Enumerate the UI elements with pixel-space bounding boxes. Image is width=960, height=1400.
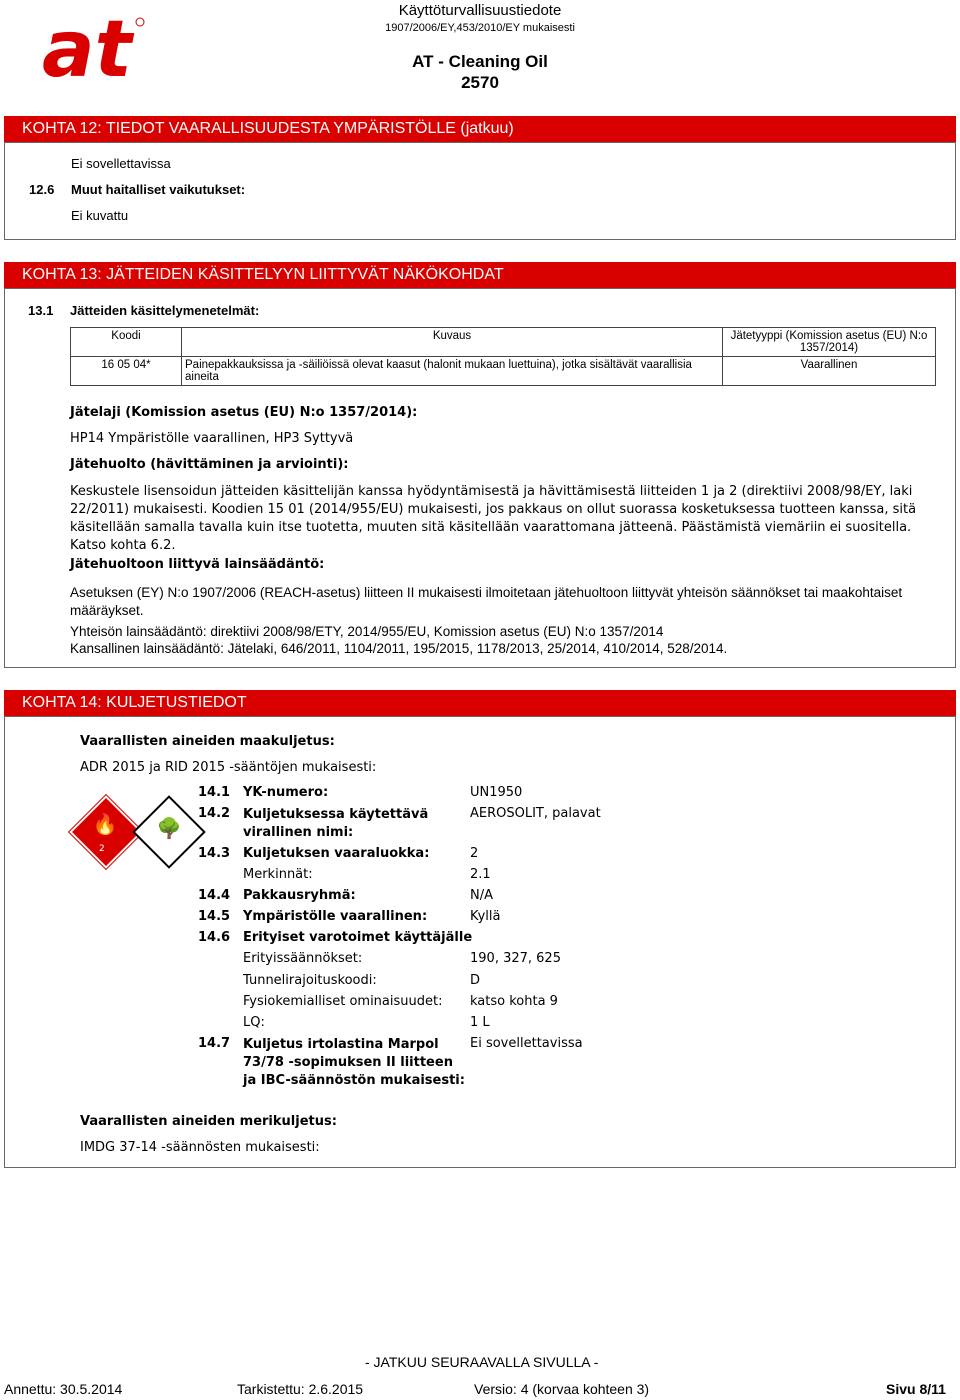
column-header-code: Koodi <box>71 328 182 357</box>
subsection-13-1-number: 13.1 <box>28 303 54 318</box>
flame-icon: 🔥 <box>92 812 118 836</box>
labels-label: Merkinnät: <box>243 867 313 882</box>
physicochemical-value: katso kohta 9 <box>470 994 558 1009</box>
legislation-heading: Jätehuoltoon liittyvä lainsäädäntö: <box>70 557 325 572</box>
item-14-2-number: 14.2 <box>198 806 231 821</box>
packing-group-label: Pakkausryhmä: <box>243 888 356 903</box>
product-name: AT - Cleaning Oil <box>412 52 548 71</box>
column-header-description: Kuvaus <box>182 328 723 357</box>
labels-value: 2.1 <box>470 867 491 882</box>
bulk-transport-value: Ei sovellettavissa <box>470 1036 583 1051</box>
sea-regulations: IMDG 37-14 -säännösten mukaisesti: <box>80 1140 320 1155</box>
environmental-hazard-value: Kyllä <box>470 909 501 924</box>
un-number-label: YK-numero: <box>243 785 329 800</box>
waste-code-table <box>70 327 936 386</box>
version-info: Versio: 4 (korvaa kohteen 3) <box>474 1381 650 1397</box>
not-applicable-text: Ei sovellettavissa <box>71 156 171 171</box>
hazard-class-label: Kuljetuksen vaaraluokka: <box>243 846 430 861</box>
waste-management-text: Keskustele lisensoidun jätteiden käsittelijän kanssa hyödyntämisestä ja hävittämisestä liitteiden 1 ja 2 (direktiivi 2008/98/EY, laki 22/2011) mukaisesti. Koodien 15 01 (2014/955/EU) mukaisesti, jos pakkaus on ollut suorassa kosketuksessa tuotteen kanssa, sitä käsitellään samalla tavalla kuin itse tuotetta, muuten sitä käsitellään vaarattomana jätteenä. Päästämistä viemäriin ei suositella. Katso kohta 6.2. <box>70 484 917 553</box>
column-header-waste-type: Jätetyyppi (Komission asetus (EU) N:o 1357/2014) <box>723 328 936 357</box>
dead-tree-fish-icon: 🌳 <box>156 816 182 840</box>
environmental-hazard-label: Ympäristölle vaarallinen: <box>243 909 428 924</box>
sea-transport-heading: Vaarallisten aineiden merikuljetus: <box>80 1114 337 1129</box>
physicochemical-label: Fysiokemialliset ominaisuudet: <box>243 994 443 1009</box>
product-code: 2570 <box>461 73 499 92</box>
special-precautions-label: Erityiset varotoimet käyttäjälle <box>243 930 473 945</box>
revised-date: Tarkistettu: 2.6.2015 <box>237 1381 364 1397</box>
waste-code-cell: 16 05 04* <box>71 357 182 386</box>
road-regulations: ADR 2015 ja RID 2015 -sääntöjen mukaisesti: <box>80 760 377 775</box>
legislation-text: Asetuksen (EY) N:o 1907/2006 (REACH-asetus) liitteen II mukaisesti ilmoitetaan jätehuoltoon liittyvät yhteisön säännökset tai maakohtaiset määräykset. <box>70 585 903 618</box>
national-legislation: Kansallinen lainsäädäntö: Jätelaki, 646/2011, 1104/2011, 195/2015, 1178/2013, 25/2014, 410/2014, 528/2014. <box>70 641 728 656</box>
tunnel-code-value: D <box>470 973 481 988</box>
limited-quantity-value: 1 L <box>470 1015 490 1030</box>
special-provisions-label: Erityissäännökset: <box>243 951 363 966</box>
pictogram-class-number: 2 <box>99 844 105 854</box>
waste-description-cell: Painepakkauksissa ja -säiliöissä olevat kaasut (halonit mukaan luettuina), jotka sisältävät vaarallisia aineita <box>182 357 723 386</box>
document-title: Käyttöturvallisuustiedote <box>398 2 562 19</box>
table-row <box>71 357 936 386</box>
item-14-7-number: 14.7 <box>198 1036 231 1051</box>
waste-type-cell: Vaarallinen <box>723 357 936 386</box>
tunnel-code-label: Tunnelirajoituskoodi: <box>243 973 377 988</box>
continued-notice: - JATKUU SEURAAVALLA SIVULLA - <box>365 1354 599 1370</box>
special-provisions-value: 190, 327, 625 <box>470 951 561 966</box>
waste-type-value: HP14 Ympäristölle vaarallinen, HP3 Syttyvä <box>70 431 354 446</box>
community-legislation: Yhteisön lainsäädäntö: direktiivi 2008/98/ETY, 2014/955/EU, Komission asetus (EU) N:o 1357/2014 <box>70 624 664 639</box>
issued-date: Annettu: 30.5.2014 <box>4 1381 123 1397</box>
subsection-12-6-number: 12.6 <box>29 182 55 197</box>
waste-management-heading: Jätehuolto (hävittäminen ja arviointi): <box>70 457 349 472</box>
section-12-title: KOHTA 12: TIEDOT VAARALLISUUDESTA YMPÄRISTÖLLE (jatkuu) <box>4 116 956 142</box>
un-number-value: UN1950 <box>470 785 523 800</box>
page-number: Sivu 8/11 <box>886 1381 946 1397</box>
packing-group-value: N/A <box>470 888 493 903</box>
section-14-box <box>4 716 956 1168</box>
logo-text: at <box>42 8 132 88</box>
subsection-13-1-title: Jätteiden käsittelymenetelmät: <box>70 303 260 318</box>
shipping-name-label: Kuljetuksessa käytettävä virallinen nimi: <box>243 807 429 840</box>
item-14-5-number: 14.5 <box>198 909 231 924</box>
subsection-12-6-title: Muut haitalliset vaikutukset: <box>71 182 246 197</box>
item-14-4-number: 14.4 <box>198 888 231 903</box>
regulation-reference: 1907/2006/EY,453/2010/EY mukaisesti <box>385 22 575 34</box>
limited-quantity-label: LQ: <box>243 1015 265 1030</box>
item-14-1-number: 14.1 <box>198 785 231 800</box>
subsection-12-6-value: Ei kuvattu <box>71 208 129 223</box>
waste-type-heading: Jätelaji (Komission asetus (EU) N:o 1357/2014): <box>70 405 418 420</box>
hazard-class-value: 2 <box>470 846 479 861</box>
section-14-title: KOHTA 14: KULJETUSTIEDOT <box>4 690 956 716</box>
item-14-3-number: 14.3 <box>198 846 231 861</box>
section-12-box <box>4 142 956 240</box>
road-transport-heading: Vaarallisten aineiden maakuljetus: <box>80 734 335 749</box>
company-logo <box>40 8 150 88</box>
bulk-transport-label: Kuljetus irtolastina Marpol 73/78 -sopimuksen II liitteen ja IBC-säännöstön mukaisesti: <box>243 1037 465 1088</box>
section-13-title: KOHTA 13: JÄTTEIDEN KÄSITTELYYN LIITTYVÄT NÄKÖKOHDAT <box>4 262 956 288</box>
shipping-name-value: AEROSOLIT, palavat <box>470 806 601 821</box>
item-14-6-number: 14.6 <box>198 930 231 945</box>
